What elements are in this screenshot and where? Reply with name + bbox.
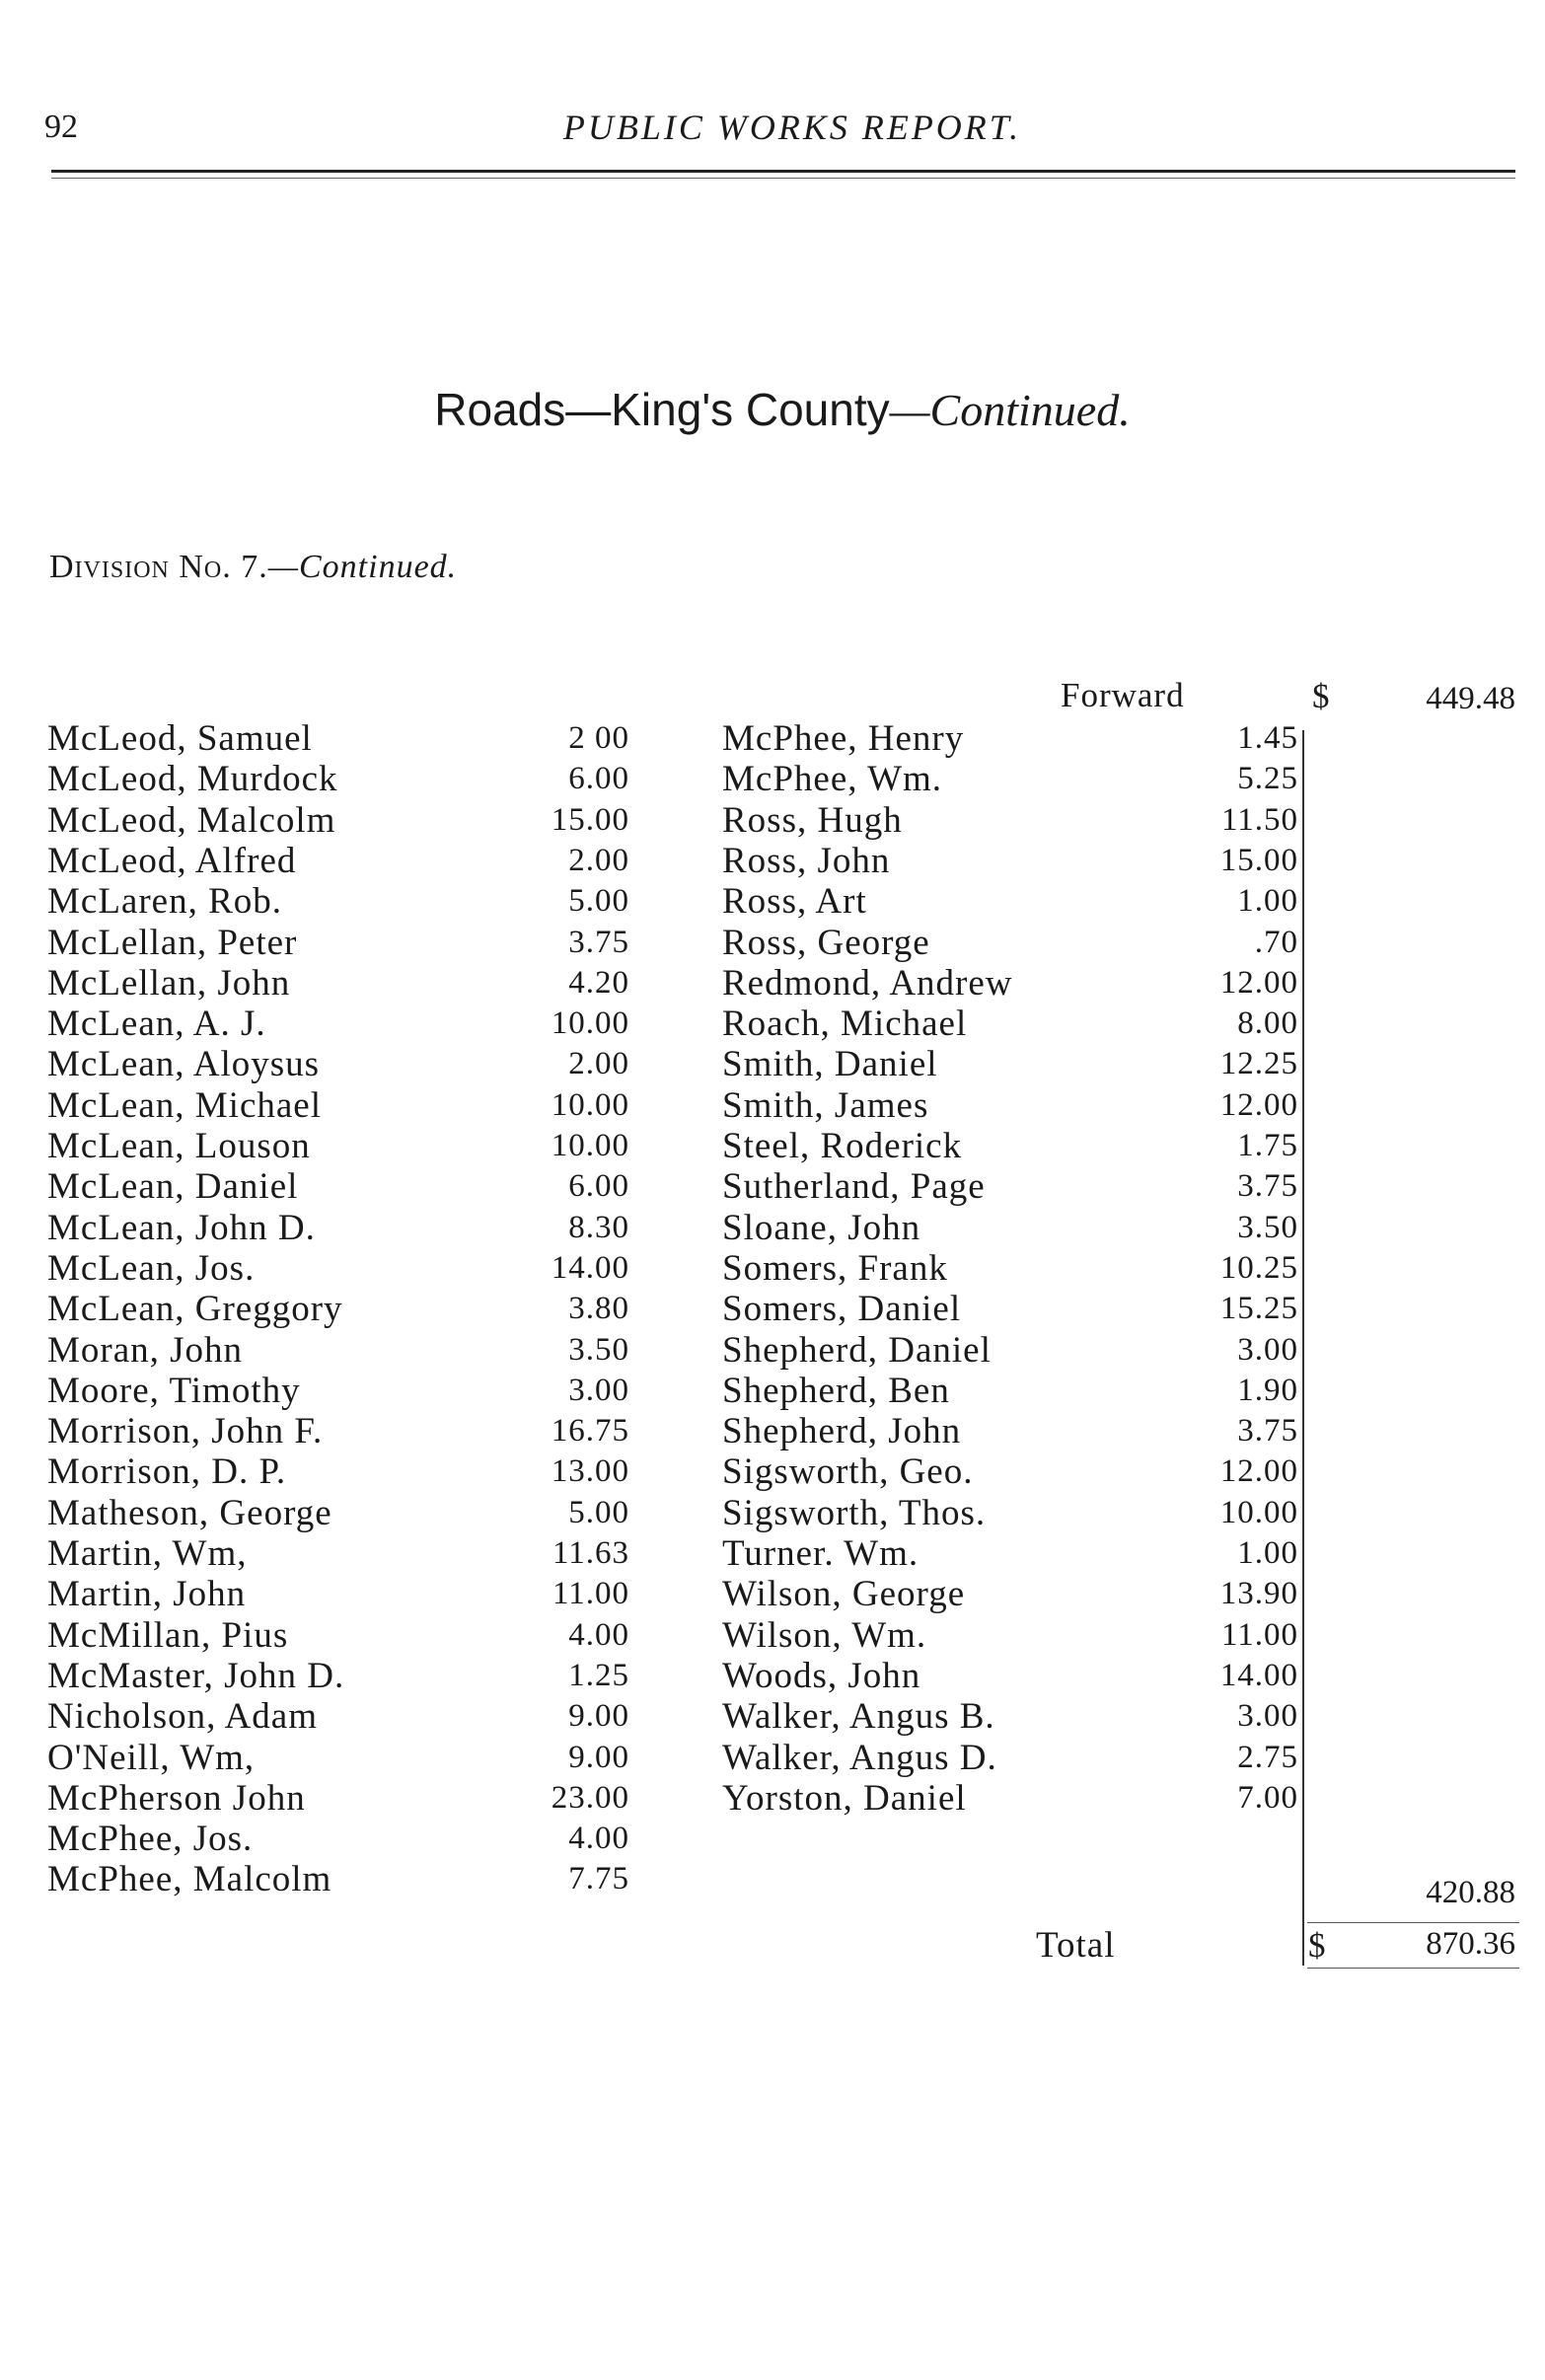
entry-amount: 3.00 — [1237, 1698, 1298, 1735]
entry-amount: 4.00 — [568, 1616, 629, 1653]
entry-name: Steel, Roderick — [722, 1126, 963, 1166]
entry-name: McPhee, Jos. — [47, 1819, 254, 1860]
entry-name: Walker, Angus B. — [722, 1696, 995, 1738]
running-title: PUBLIC WORKS REPORT. — [562, 108, 1022, 147]
entry-name: Somers, Frank — [722, 1247, 948, 1289]
entry-amount: 3.80 — [568, 1291, 629, 1327]
total-amount: 870.36 — [1426, 1926, 1515, 1962]
entry-amount: 11.00 — [552, 1576, 629, 1612]
entry-name: Wilson, George — [722, 1574, 966, 1615]
entry-amount: 15.00 — [551, 801, 629, 838]
section-title-continued: —Continued. — [889, 385, 1131, 435]
entry-amount: 2.00 — [568, 1046, 629, 1082]
entry-amount: 6.00 — [568, 1168, 629, 1205]
entry-amount: 10.00 — [551, 1005, 629, 1042]
entry-name: O'Neill, Wm, — [47, 1737, 256, 1778]
entry-amount: 5.25 — [1237, 761, 1298, 797]
entry-amount: 23.00 — [551, 1779, 629, 1816]
entry-name: McLean, Jos. — [47, 1247, 256, 1289]
entry-name: McMaster, John D. — [47, 1655, 345, 1696]
entry-name: Martin, Wm, — [47, 1533, 248, 1574]
entry-amount: .70 — [1254, 924, 1298, 960]
header-rule-thin — [51, 178, 1515, 179]
entry-amount: 9.00 — [568, 1739, 629, 1775]
entry-amount: 1.90 — [1237, 1372, 1298, 1408]
total-rule — [1307, 1968, 1519, 1969]
entry-name: Somers, Daniel — [722, 1289, 962, 1330]
entry-amount: 11.00 — [1220, 1616, 1298, 1653]
entry-amount: 4.00 — [568, 1821, 629, 1857]
entry-amount: 1.00 — [1237, 883, 1298, 920]
entry-name: McLean, Daniel — [47, 1166, 299, 1208]
entry-name: McLeod, Samuel — [47, 718, 313, 759]
entry-name: Ross, Art — [722, 881, 867, 923]
division-label: Division No. 7. — [49, 549, 268, 585]
forward-amount: 449.48 — [1426, 681, 1515, 716]
entry-name: McLean, Louson — [47, 1126, 311, 1166]
entry-amount: 12.25 — [1219, 1046, 1298, 1082]
entry-name: Shepherd, Daniel — [722, 1329, 992, 1371]
entry-name: Walker, Angus D. — [722, 1737, 997, 1778]
entry-amount: 2 00 — [568, 720, 629, 756]
entry-name: McPherson John — [47, 1777, 306, 1819]
entry-name: McPhee, Wm. — [722, 759, 943, 800]
entry-amount: 14.00 — [551, 1249, 629, 1286]
entry-amount: 16.75 — [551, 1413, 629, 1450]
entry-name: Sigsworth, Thos. — [722, 1492, 987, 1533]
entry-amount: 3.75 — [1237, 1413, 1298, 1450]
forward-label: Forward — [1061, 676, 1185, 714]
entry-amount: 11.63 — [552, 1535, 629, 1571]
entry-name: Woods, John — [722, 1655, 921, 1696]
entry-amount: 12.00 — [1219, 1453, 1298, 1490]
entry-amount: 15.00 — [1219, 842, 1298, 878]
entry-amount: 1.75 — [1237, 1128, 1298, 1163]
entry-name: Smith, James — [722, 1084, 929, 1126]
entry-amount: 12.00 — [1219, 1086, 1298, 1123]
entry-amount: 10.00 — [551, 1128, 629, 1163]
entry-name: Smith, Daniel — [722, 1044, 938, 1085]
entry-name: Ross, Hugh — [722, 799, 903, 841]
entry-name: McLellan, John — [47, 962, 291, 1004]
entry-name: McLeod, Murdock — [47, 759, 338, 800]
entry-name: McLaren, Rob. — [47, 881, 283, 923]
entry-amount: 8.30 — [568, 1209, 629, 1245]
entry-name: Matheson, George — [47, 1492, 332, 1533]
entry-name: McPhee, Henry — [722, 718, 965, 759]
entry-name: McLellan, Peter — [47, 922, 298, 963]
entry-amount: 6.00 — [568, 761, 629, 797]
entry-amount: 15.25 — [1219, 1291, 1298, 1327]
entry-amount: 3.50 — [568, 1331, 629, 1368]
entry-amount: 3.50 — [1237, 1209, 1298, 1245]
entry-amount: 2.75 — [1237, 1739, 1298, 1775]
entry-amount: 12.00 — [1219, 964, 1298, 1001]
entry-amount: 8.00 — [1237, 1005, 1298, 1042]
entry-name: McLean, John D. — [47, 1207, 316, 1248]
entry-name: McLean, Greggory — [47, 1289, 343, 1330]
entry-amount: 10.00 — [551, 1086, 629, 1123]
division-continued: —Continued. — [267, 549, 458, 585]
subtotal-amount: 420.88 — [1426, 1875, 1515, 1910]
total-label: Total — [1036, 1925, 1116, 1966]
entry-name: Martin, John — [47, 1574, 247, 1615]
forward-dollar-sign: $ — [1312, 677, 1330, 715]
entry-amount: 3.75 — [1237, 1168, 1298, 1205]
entry-name: Moran, John — [47, 1329, 244, 1371]
entry-amount: 13.00 — [551, 1453, 629, 1490]
page-number: 92 — [44, 109, 78, 145]
entry-name: Shepherd, Ben — [722, 1370, 950, 1411]
entry-name: Roach, Michael — [722, 1004, 968, 1045]
entry-amount: 9.00 — [568, 1698, 629, 1735]
entry-amount: 1.00 — [1237, 1535, 1298, 1571]
entry-name: Morrison, D. P. — [47, 1451, 287, 1493]
entry-amount: 5.00 — [568, 883, 629, 920]
entry-name: Yorston, Daniel — [722, 1777, 967, 1819]
entry-name: McLeod, Alfred — [47, 840, 297, 881]
entry-name: McLean, A. J. — [47, 1004, 266, 1045]
entry-amount: 13.90 — [1219, 1576, 1298, 1612]
entry-amount: 1.45 — [1237, 720, 1298, 756]
entry-name: Nicholson, Adam — [47, 1696, 318, 1738]
amount-column-rule — [1302, 730, 1304, 1966]
entry-amount: 10.25 — [1219, 1249, 1298, 1286]
entry-name: Turner. Wm. — [722, 1533, 920, 1574]
entry-name: Ross, George — [722, 922, 930, 963]
entry-name: Wilson, Wm. — [722, 1614, 927, 1656]
subtotal-rule — [1307, 1922, 1519, 1923]
entry-amount: 2.00 — [568, 842, 629, 878]
entry-amount: 11.50 — [1220, 801, 1298, 838]
entry-name: McLean, Aloysus — [47, 1044, 321, 1085]
entry-name: Sigsworth, Geo. — [722, 1451, 974, 1493]
entry-name: Moore, Timothy — [47, 1370, 301, 1411]
entry-amount: 7.75 — [568, 1861, 629, 1897]
section-title-main: Roads—King's County — [434, 384, 890, 435]
entry-name: Ross, John — [722, 840, 891, 881]
total-dollar-sign: $ — [1308, 1926, 1326, 1965]
entry-name: McPhee, Malcolm — [47, 1859, 332, 1900]
entry-amount: 4.20 — [568, 964, 629, 1001]
entry-name: Sutherland, Page — [722, 1166, 986, 1208]
entry-amount: 5.00 — [568, 1494, 629, 1530]
header-rule — [51, 170, 1515, 173]
entry-name: McLeod, Malcolm — [47, 799, 336, 841]
entry-name: Sloane, John — [722, 1207, 921, 1248]
entry-name: McMillan, Pius — [47, 1614, 289, 1656]
entry-name: McLean, Michael — [47, 1084, 322, 1126]
entry-amount: 3.75 — [568, 924, 629, 960]
entry-amount: 3.00 — [1237, 1331, 1298, 1368]
entry-amount: 10.00 — [1219, 1494, 1298, 1530]
entry-name: Shepherd, John — [722, 1411, 962, 1452]
entry-amount: 14.00 — [1219, 1657, 1298, 1693]
entry-amount: 1.25 — [568, 1657, 629, 1693]
entry-name: Redmond, Andrew — [722, 962, 1013, 1004]
entry-name: Morrison, John F. — [47, 1411, 324, 1452]
entry-amount: 3.00 — [568, 1372, 629, 1408]
entry-amount: 7.00 — [1237, 1779, 1298, 1816]
division-heading — [49, 549, 457, 586]
section-title — [0, 383, 1545, 436]
